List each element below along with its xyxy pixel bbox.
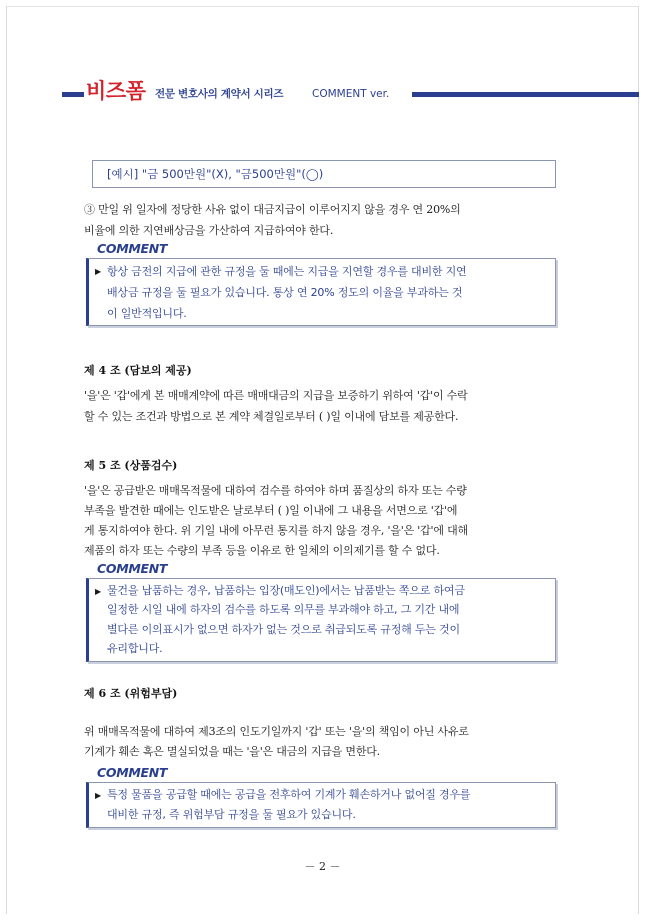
article-line: 할 수 있는 조건과 방법으로 본 계약 체결일로부터 ( )일 이내에 담보를 제공한다. bbox=[84, 410, 459, 423]
comment-line: 특정 물품을 공급할 때에는 공급을 전후하여 기계가 훼손하거나 없어질 경우를 bbox=[107, 788, 471, 801]
article-line: 게 통지하여야 한다. 위 기일 내에 아무런 통지를 하지 않을 경우, '을'은 '갑'에 대해 bbox=[84, 524, 468, 537]
comment-line: 물건을 납품하는 경우, 납품하는 입장(매도인)에서는 납품받는 쪽으로 하여금 bbox=[107, 584, 465, 597]
comment-box bbox=[86, 782, 556, 828]
comment-line: 대비한 규정, 즉 위험부담 규정을 둘 필요가 있습니다. bbox=[107, 808, 356, 821]
comment-box bbox=[86, 578, 556, 662]
article-line: '을'은 '갑'에게 본 매매계약에 따른 매매대금의 지급을 보증하기 위하여 '갑'이 수락 bbox=[84, 389, 468, 402]
page-border-right bbox=[638, 6, 639, 914]
page-border-top bbox=[6, 6, 639, 7]
page-number: － 2 － bbox=[304, 860, 341, 873]
comment-line: 이 일반적입니다. bbox=[107, 307, 187, 320]
page-border-left bbox=[6, 6, 7, 914]
comment-label: COMMENT bbox=[97, 561, 168, 576]
comment-line: 배상금 규정을 둘 필요가 있습니다. 통상 연 20% 정도의 이율을 부과하는 것 bbox=[107, 286, 463, 299]
article-line: 부족을 발견한 때에는 인도받은 날로부터 ( )일 이내에 그 내용을 서면으로 '갑'에 bbox=[84, 504, 458, 517]
article-title: 제 6 조 (위험부담) bbox=[84, 687, 178, 700]
comment-line: 일정한 시일 내에 하자의 검수를 하도록 의무를 부과해야 하고, 그 기간 내에 bbox=[107, 603, 460, 616]
comment-label: COMMENT bbox=[97, 241, 168, 256]
header-bar-left bbox=[62, 92, 84, 97]
article-line: '을'은 공급받은 매매목적물에 대하여 검수를 하여야 하며 품질상의 하자 또는 수량 bbox=[84, 484, 467, 497]
comment-label: COMMENT bbox=[97, 765, 168, 780]
brand-logo: 비즈폼 bbox=[86, 79, 146, 103]
article-line: 제품의 하자 또는 수량의 부족 등을 이유로 한 일체의 이의제기를 할 수 없다. bbox=[84, 544, 440, 557]
header-bar-right bbox=[412, 92, 639, 97]
comment-box bbox=[86, 258, 556, 326]
triangle-right-icon: ▶ bbox=[95, 267, 102, 276]
example-text: [예시] "금 500만원"(X), "금500만원"(◯) bbox=[107, 167, 324, 181]
comment-line: 별다른 이의표시가 없으면 하자가 없는 것으로 취급되도록 규정해 두는 것이 bbox=[107, 623, 460, 636]
triangle-right-icon: ▶ bbox=[95, 791, 102, 800]
clause3-line2: 비율에 의한 지연배상금을 가산하여 지급하여야 한다. bbox=[84, 224, 334, 237]
comment-line: 항상 금전의 지급에 관한 규정을 둘 때에는 지급을 지연할 경우를 대비한 지연 bbox=[107, 265, 467, 278]
example-box bbox=[92, 160, 556, 188]
triangle-right-icon: ▶ bbox=[95, 587, 102, 596]
clause3-line1: ③ 만일 위 일자에 정당한 사유 없이 대금지급이 이루어지지 않을 경우 연 20%의 bbox=[84, 203, 461, 216]
article-title: 제 4 조 (담보의 제공) bbox=[84, 364, 192, 377]
article-line: 기계가 훼손 혹은 멸실되었을 때는 '을'은 대금의 지급을 면한다. bbox=[84, 745, 380, 758]
article-line: 위 매매목적물에 대하여 제3조의 인도기일까지 '갑' 또는 '을'의 책임이 아닌 사유로 bbox=[84, 725, 469, 738]
comment-line: 유리합니다. bbox=[107, 642, 163, 655]
header-subtitle: 전문 변호사의 계약서 시리즈 bbox=[155, 88, 284, 100]
article-title: 제 5 조 (상품검수) bbox=[84, 459, 178, 472]
header-version: COMMENT ver. bbox=[312, 88, 390, 100]
